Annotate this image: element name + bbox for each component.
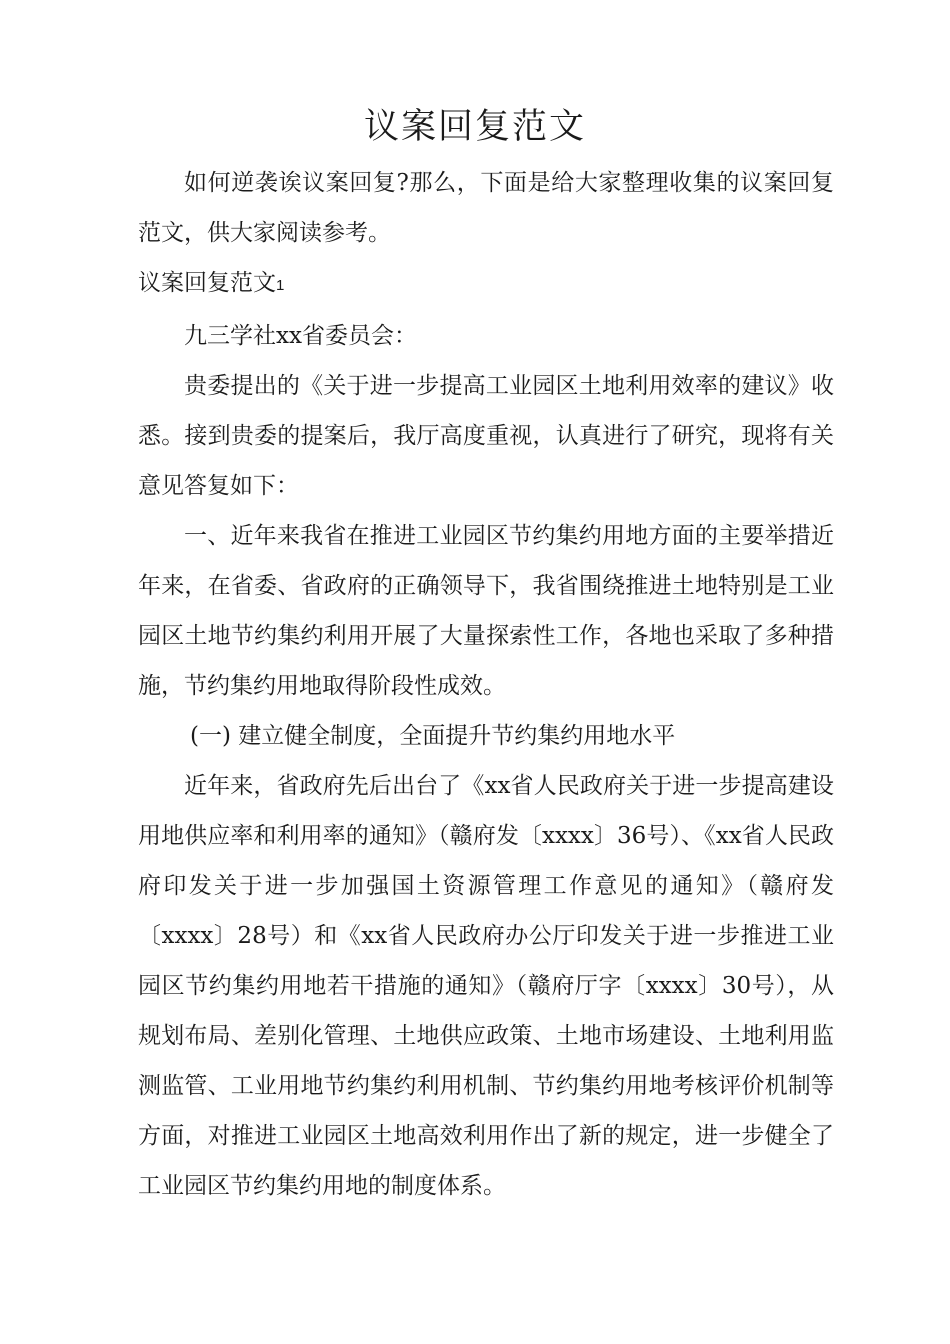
section-heading-text: 议案回复范文 [138,270,276,296]
section-number: 1 [276,277,285,294]
document-title: 议案回复范文 [363,107,586,147]
sub-heading-one: (一) 建立健全制度，全面提升节约集约用地水平 [190,723,676,749]
policy-paragraph: 近年来，省政府先后出台了《xx省人民政府关于进一步提高建设用地供应率和利用率的通知》（赣府发〔xxxx〕36号）、《xx省人民政府印发关于进一步加强国土资源管理工作意见的通知》（赣府发〔xxxx〕28号）和《xx省人民政府办公厅印发关于进一步推进工业园区节约集约用地若干措施的通知》（赣府厅字〔xxxx〕30号），从规划布局、差别化管理、土地供应政策、土地市场建设、土地利用监测监管、工业用地节约集约利用机制、节约集约用地考核评价机制等方面，对推进工业园区土地高效利用作出了新的规定，进一步健全了工业园区节约集约用地的制度体系。 [138,773,834,1199]
document-body [138,158,834,1211]
section-heading [138,258,834,311]
receipt-paragraph: 贵委提出的《关于进一步提高工业园区土地利用效率的建议》收悉。接到贵委的提案后，我厅高度重视，认真进行了研究，现将有关意见答复如下： [138,373,834,499]
salutation: 九三学社xx省委员会： [184,323,417,349]
intro-paragraph: 如何逆袭诶议案回复?那么，下面是给大家整理收集的议案回复范文，供大家阅读参考。 [138,170,834,246]
point-one-paragraph: 一、近年来我省在推进工业园区节约集约用地方面的主要举措近年来，在省委、省政府的正确领导下，我省围绕推进土地特别是工业园区土地节约集约利用开展了大量探索性工作，各地也采取了多种措施，节约集约用地取得阶段性成效。 [138,523,834,699]
